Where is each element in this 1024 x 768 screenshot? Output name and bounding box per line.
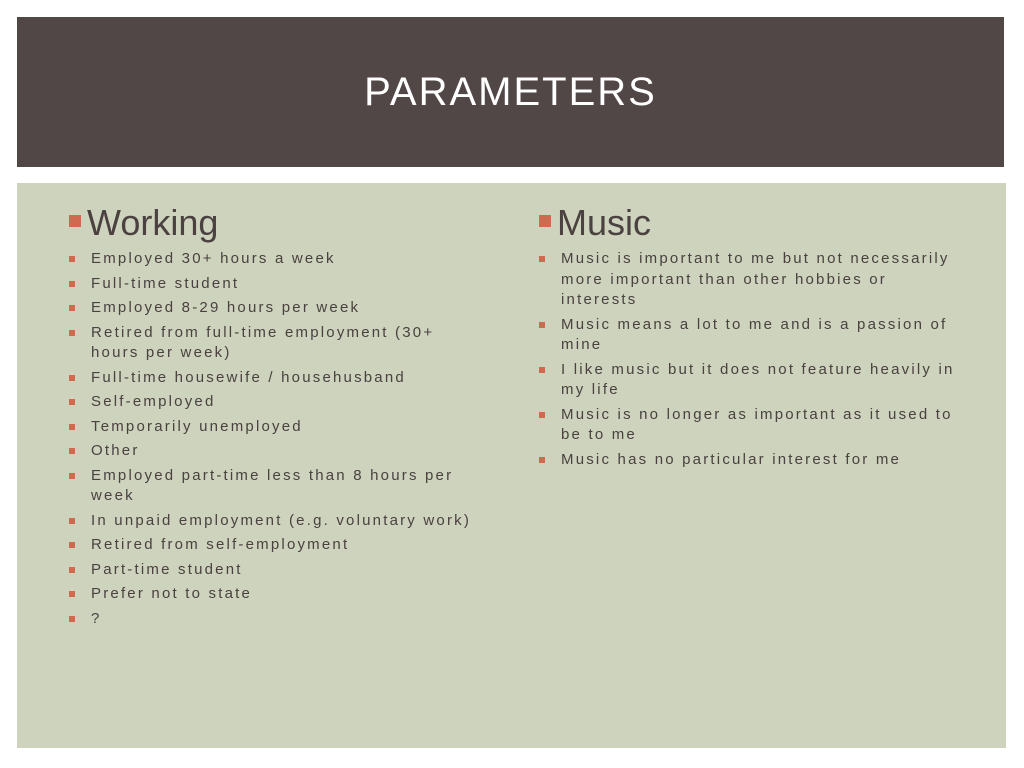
list-item: Temporarily unemployed xyxy=(69,417,489,438)
list-item: Part-time student xyxy=(69,560,489,581)
square-bullet-icon xyxy=(69,375,75,381)
list-item: Music means a lot to me and is a passion of mine xyxy=(539,315,959,356)
list-item: Employed 8-29 hours per week xyxy=(69,298,489,319)
square-bullet-icon xyxy=(69,281,75,287)
square-bullet-icon xyxy=(69,473,75,479)
square-bullet-icon xyxy=(69,518,75,524)
square-bullet-icon xyxy=(69,256,75,262)
square-bullet-icon xyxy=(69,215,81,227)
working-heading-text: Working xyxy=(87,202,219,243)
slide-title: PARAMETERS xyxy=(364,69,657,114)
square-bullet-icon xyxy=(539,412,545,418)
list-item: I like music but it does not feature heavily in my life xyxy=(539,360,959,401)
content-panel xyxy=(17,183,1006,748)
square-bullet-icon xyxy=(69,448,75,454)
list-item: Music has no particular interest for me xyxy=(539,450,959,471)
square-bullet-icon xyxy=(539,457,545,463)
square-bullet-icon xyxy=(539,256,545,262)
list-item: Full-time student xyxy=(69,274,489,295)
music-column xyxy=(539,203,959,474)
square-bullet-icon xyxy=(69,542,75,548)
square-bullet-icon xyxy=(69,567,75,573)
list-item: ? xyxy=(69,609,489,630)
working-list xyxy=(69,249,489,629)
list-item: In unpaid employment (e.g. voluntary work) xyxy=(69,511,489,532)
list-item: Full-time housewife / househusband xyxy=(69,368,489,389)
square-bullet-icon xyxy=(69,424,75,430)
square-bullet-icon xyxy=(69,330,75,336)
working-column xyxy=(69,203,489,633)
list-item: Other xyxy=(69,441,489,462)
list-item: Employed 30+ hours a week xyxy=(69,249,489,270)
music-list xyxy=(539,249,959,470)
music-heading xyxy=(539,203,959,243)
list-item: Retired from self-employment xyxy=(69,535,489,556)
square-bullet-icon xyxy=(539,322,545,328)
working-heading xyxy=(69,203,489,243)
music-heading-text: Music xyxy=(557,202,652,243)
square-bullet-icon xyxy=(69,399,75,405)
list-item: Music is no longer as important as it used to be to me xyxy=(539,405,959,446)
square-bullet-icon xyxy=(69,305,75,311)
list-item: Self-employed xyxy=(69,392,489,413)
square-bullet-icon xyxy=(539,215,551,227)
square-bullet-icon xyxy=(69,591,75,597)
list-item: Employed part-time less than 8 hours per week xyxy=(69,466,489,507)
list-item: Prefer not to state xyxy=(69,584,489,605)
square-bullet-icon xyxy=(69,616,75,622)
list-item: Music is important to me but not necessarily more important than other hobbies or interests xyxy=(539,249,959,311)
list-item: Retired from full-time employment (30+ hours per week) xyxy=(69,323,489,364)
title-bar xyxy=(17,17,1004,167)
square-bullet-icon xyxy=(539,367,545,373)
